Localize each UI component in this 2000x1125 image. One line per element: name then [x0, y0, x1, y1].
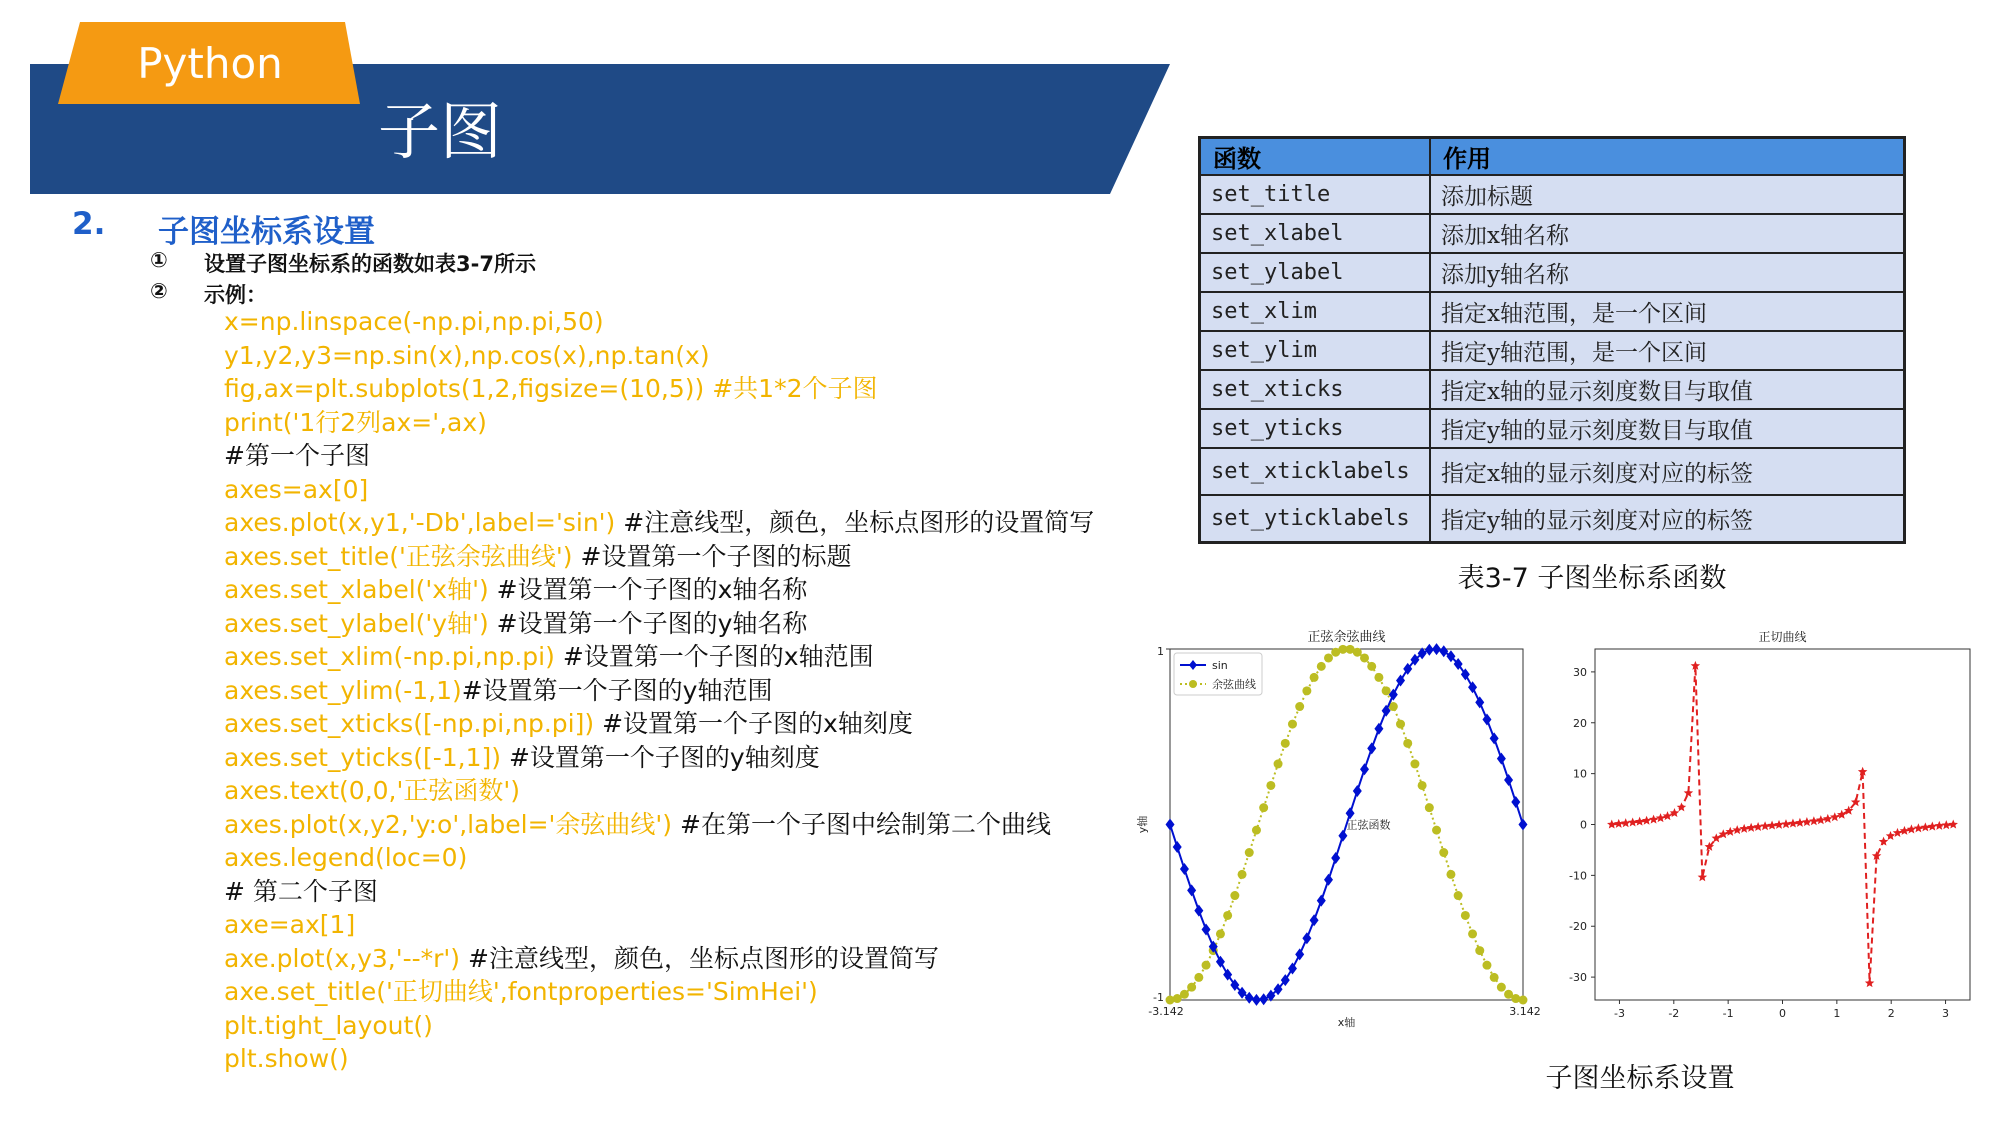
y-tick-label: 10 [1573, 767, 1587, 781]
code-text: axes.set_xticks([-np.pi,np.pi]) [224, 709, 595, 738]
code-line [224, 506, 1154, 540]
data-point-cos [1180, 990, 1189, 999]
data-point-cos [1461, 911, 1470, 920]
data-point-cos [1230, 891, 1239, 900]
data-point-cos [1432, 826, 1441, 835]
code-comment: #设置第一个子图的y轴名称 [488, 608, 808, 638]
code-comment: #设置第一个子图的y轴范围 [461, 675, 773, 705]
function-desc-cell: 指定y轴范围，是一个区间 [1430, 331, 1905, 370]
code-comment: #设置第一个子图的x轴范围 [554, 642, 874, 671]
data-point-cos [1295, 702, 1304, 711]
x-axis-label: x轴 [1337, 1016, 1356, 1029]
function-name-cell: set_yticklabels [1200, 495, 1431, 543]
code-text: axes.plot(x,y1,'-Db',label='sin') [224, 508, 616, 537]
code-text: plt.show() [224, 1044, 349, 1073]
function-name-cell: set_xlim [1200, 292, 1431, 331]
code-comment: #设置第一个子图的y轴刻度 [501, 742, 820, 772]
data-point-cos [1367, 662, 1376, 671]
bullet-text: 示例： [204, 283, 267, 307]
code-text: y1,y2,y3=np.sin(x),np.cos(x),np.tan(x) [224, 340, 710, 370]
data-point-cos [1360, 653, 1369, 662]
data-point-cos [1274, 759, 1283, 768]
bullet-text: 设置子图坐标系的函数如表3-7所示 [204, 252, 536, 276]
code-comment: #设置第一个子图的x轴刻度 [594, 709, 913, 738]
code-listing [224, 305, 1154, 1076]
y-tick-label: -30 [1569, 971, 1587, 985]
code-line [224, 339, 1154, 373]
function-desc-cell: 添加x轴名称 [1430, 214, 1905, 253]
x-tick-label: -3 [1613, 1007, 1625, 1020]
function-name-cell: set_title [1200, 175, 1431, 214]
code-comment: #第一个子图 [224, 441, 370, 470]
page-title: 子图 [378, 95, 503, 168]
data-point-cos [1439, 848, 1448, 857]
code-comment: # 第二个子图 [224, 876, 378, 906]
x-tick-label: -2 [1668, 1007, 1680, 1020]
data-point-cos [1266, 781, 1275, 790]
chart-annotation: 正弦函数 [1346, 818, 1391, 832]
table-row [1200, 448, 1905, 495]
x-tick-label: 2 [1887, 1007, 1895, 1020]
x-tick-label: -3.142 [1148, 1005, 1184, 1018]
data-point-cos [1302, 686, 1311, 695]
table-row [1200, 175, 1905, 214]
code-line [224, 975, 1154, 1009]
table-header: 作用 [1430, 138, 1905, 176]
code-text: axe.set_title('正切曲线',fontproperties='SimHei') [224, 977, 818, 1006]
data-point-cos [1482, 961, 1491, 970]
data-point-cos [1223, 911, 1232, 920]
function-desc-cell: 指定y轴的显示刻度对应的标签 [1430, 495, 1905, 543]
data-point-cos [1353, 648, 1362, 657]
data-point-cos [1310, 673, 1319, 682]
y-axis-label: y轴 [1136, 815, 1149, 834]
legend-label: sin [1212, 659, 1228, 672]
data-point-cos [1202, 961, 1211, 970]
code-text: axes.set_ylim(-1,1) [224, 675, 462, 705]
code-text: axes.set_ylabel('y轴') [224, 608, 489, 638]
code-comment: #设置第一个子图的标题 [572, 541, 852, 571]
subplot-figure [1136, 628, 1975, 1048]
bullet-mark: ② [150, 279, 168, 303]
code-comment: #注意线型，颜色，坐标点图形的设置简写 [460, 943, 939, 973]
subplot-sin-cos [1135, 629, 1541, 1029]
subplot-tan [1569, 629, 1970, 1020]
y-tick-label: -1 [1153, 991, 1164, 1004]
code-line [224, 573, 1154, 607]
table-row [1200, 214, 1905, 253]
code-text: axe.plot(x,y3,'--*r') [224, 943, 461, 973]
table-header: 函数 [1200, 138, 1431, 176]
table-row [1200, 292, 1905, 331]
code-text: axes.set_yticks([-1,1]) [224, 742, 501, 772]
code-line [224, 540, 1154, 574]
chart-title: 正弦余弦曲线 [1307, 630, 1386, 645]
code-line [224, 607, 1154, 641]
table-row [1200, 370, 1905, 409]
data-point-cos [1490, 973, 1499, 982]
data-point-cos [1374, 673, 1383, 682]
code-text: axes.text(0,0,'正弦函数') [224, 776, 520, 805]
data-point-cos [1281, 739, 1290, 748]
code-line [224, 1009, 1154, 1043]
data-point-cos [1324, 653, 1333, 662]
x-tick-label: 0 [1779, 1007, 1786, 1020]
code-line [224, 808, 1154, 842]
python-tag: Python [137, 39, 283, 88]
data-point-cos [1396, 720, 1405, 729]
data-point-cos [1454, 891, 1463, 900]
section-title: 子图坐标系设置 [158, 214, 375, 250]
code-text: plt.tight_layout() [224, 1010, 433, 1040]
code-line [224, 406, 1154, 440]
data-point-cos [1187, 983, 1196, 992]
function-desc-cell: 添加标题 [1430, 175, 1905, 214]
code-line [224, 640, 1154, 674]
function-desc-cell: 指定x轴的显示刻度数目与取值 [1430, 370, 1905, 409]
function-table [1198, 136, 1906, 544]
function-desc-cell: 指定x轴范围，是一个区间 [1430, 292, 1905, 331]
code-line [224, 942, 1154, 976]
code-line [224, 875, 1154, 909]
table-row [1200, 331, 1905, 370]
table-row [1200, 253, 1905, 292]
x-tick-label: 3.142 [1509, 1005, 1541, 1018]
code-text: print('1行2列ax=',ax) [224, 407, 487, 437]
data-point-cos [1468, 929, 1477, 938]
code-text: fig,ax=plt.subplots(1,2,figsize=(10,5)) #共1*2个子图 [224, 374, 878, 403]
data-point-cos [1497, 983, 1506, 992]
data-point-cos [1288, 720, 1297, 729]
chart-legend [1174, 653, 1262, 695]
code-line [224, 372, 1154, 406]
legend-label: 余弦曲线 [1212, 678, 1256, 691]
table-caption: 表3-7 子图坐标系函数 [1457, 563, 1727, 594]
function-desc-cell: 指定x轴的显示刻度对应的标签 [1430, 448, 1905, 495]
code-line [224, 473, 1154, 507]
function-desc-cell: 添加y轴名称 [1430, 253, 1905, 292]
data-point-cos [1252, 826, 1261, 835]
code-line [224, 908, 1154, 942]
x-tick-label: -1 [1722, 1007, 1734, 1020]
function-name-cell: set_ylabel [1200, 253, 1431, 292]
code-line [224, 305, 1154, 339]
figure-caption: 子图坐标系设置 [1545, 1063, 1735, 1094]
y-tick-label: -20 [1569, 920, 1587, 934]
y-tick-label: 0 [1580, 818, 1587, 832]
y-tick-label: 20 [1573, 716, 1587, 730]
data-point-cos [1446, 870, 1455, 879]
code-text: axes.set_xlim(-np.pi,np.pi) [224, 642, 555, 671]
data-point-cos [1403, 739, 1412, 748]
function-name-cell: set_yticks [1200, 409, 1431, 448]
data-point-cos [1317, 662, 1326, 671]
data-point-cos [1518, 996, 1527, 1005]
data-point-cos [1410, 759, 1419, 768]
y-tick-label: 30 [1573, 665, 1587, 679]
code-line [224, 841, 1154, 875]
y-tick-label: -10 [1569, 869, 1587, 883]
data-point-cos [1194, 973, 1203, 982]
section-number: 2. [72, 206, 106, 242]
code-line [224, 707, 1154, 741]
function-name-cell: set_xticks [1200, 370, 1431, 409]
code-line [224, 439, 1154, 473]
data-point-cos [1418, 781, 1427, 790]
function-desc-cell: 指定y轴的显示刻度数目与取值 [1430, 409, 1905, 448]
code-comment: #设置第一个子图的x轴名称 [488, 575, 808, 604]
y-tick-label: 1 [1157, 645, 1164, 658]
code-text: axes.set_xlabel('x轴') [224, 575, 489, 604]
bullet-mark: ① [150, 248, 168, 272]
code-text: axes.legend(loc=0) [224, 843, 468, 872]
table-row [1200, 495, 1905, 543]
code-comment: #注意线型，颜色，坐标点图形的设置简写 [615, 508, 1095, 537]
code-comment: #在第一个子图中绘制第二个曲线 [672, 809, 1051, 839]
legend-marker-cos [1189, 680, 1197, 688]
chart-title: 正切曲线 [1758, 630, 1807, 644]
plot-area [1595, 649, 1970, 1000]
code-line [224, 674, 1154, 708]
table-row [1200, 409, 1905, 448]
code-text: x=np.linspace(-np.pi,np.pi,50) [224, 307, 604, 336]
code-text: axes.plot(x,y2,'y:o',label='余弦曲线') [224, 809, 673, 839]
code-line [224, 774, 1154, 808]
code-text: axe=ax[1] [224, 910, 356, 939]
code-line [224, 741, 1154, 775]
x-tick-label: 3 [1942, 1007, 1950, 1020]
data-point-cos [1216, 929, 1225, 938]
code-text: axes=ax[0] [224, 474, 369, 504]
data-point-cos [1259, 803, 1268, 812]
function-name-cell: set_xticklabels [1200, 448, 1431, 495]
function-name-cell: set_xlabel [1200, 214, 1431, 253]
data-point-cos [1475, 946, 1484, 955]
data-point-cos [1245, 848, 1254, 857]
data-point-cos [1238, 870, 1247, 879]
data-point-cos [1425, 803, 1434, 812]
x-tick-label: 1 [1833, 1007, 1841, 1020]
code-line [224, 1042, 1154, 1076]
code-text: axes.set_title('正弦余弦曲线') [224, 541, 573, 571]
function-name-cell: set_ylim [1200, 331, 1431, 370]
